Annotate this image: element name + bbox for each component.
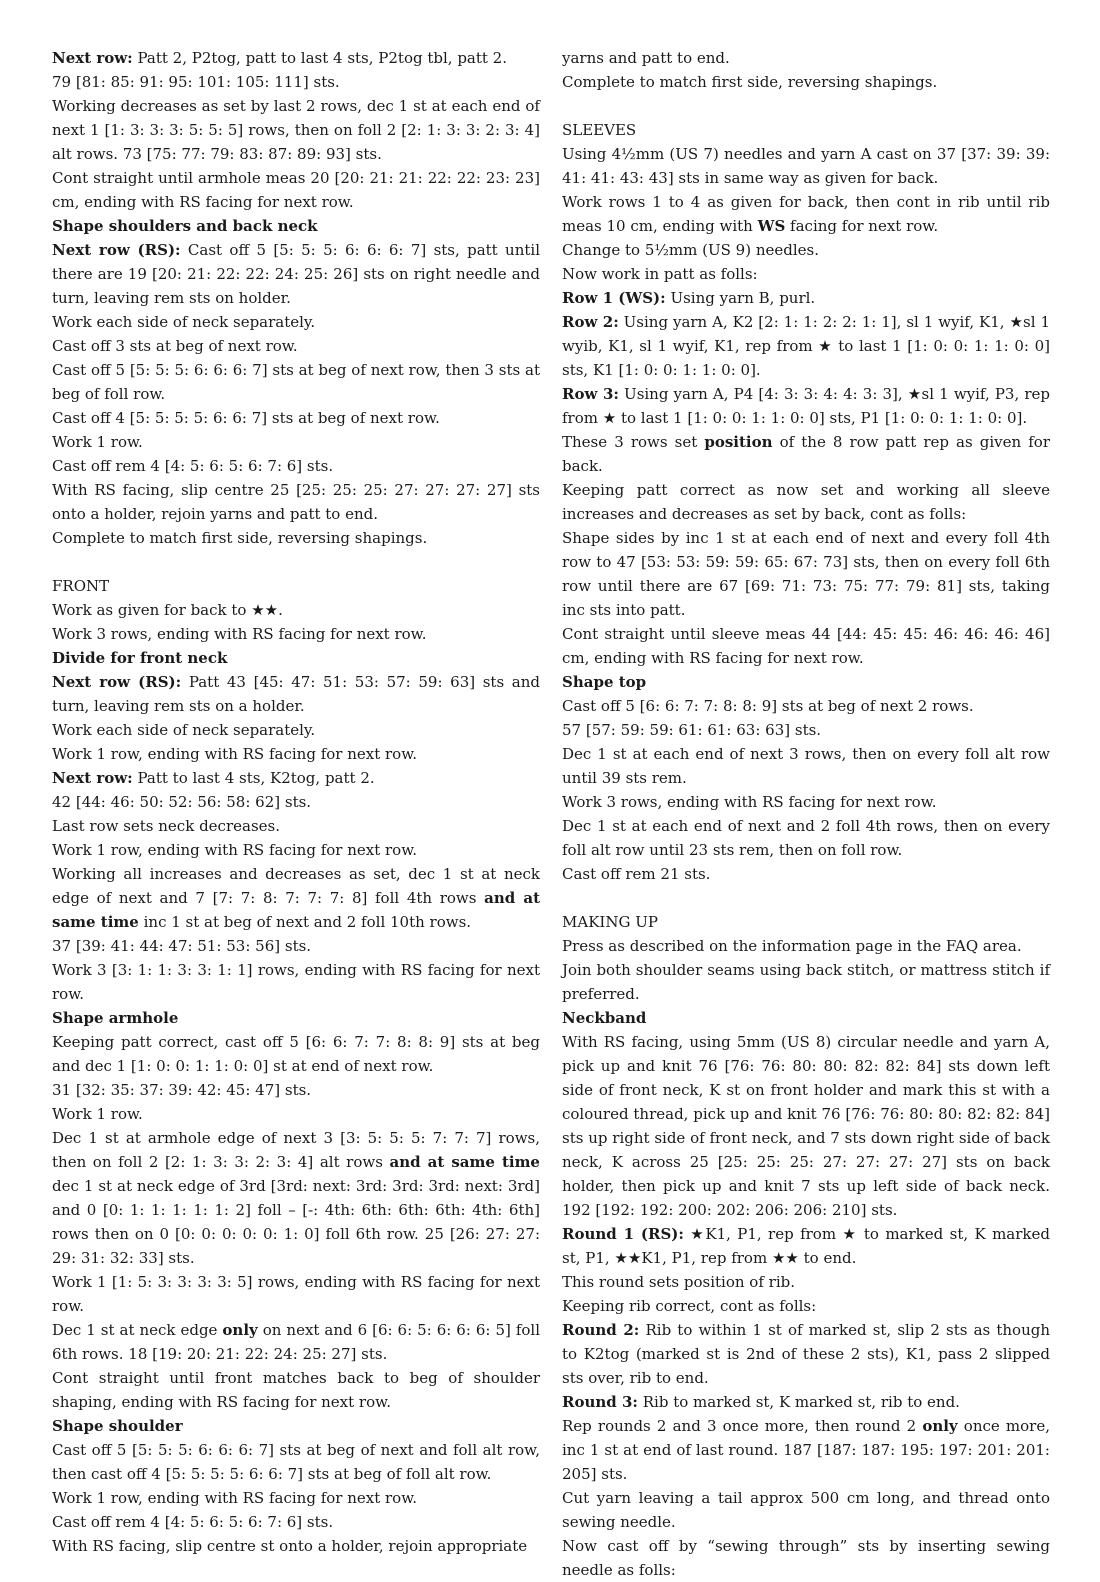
instruction-text: 57 [57: 59: 59: 61: 61: 63: 63] sts.	[562, 721, 822, 739]
instruction-text: 37 [39: 41: 44: 47: 51: 53: 56] sts.	[52, 937, 312, 955]
instruction-paragraph	[52, 334, 540, 358]
instruction-paragraph	[52, 454, 540, 478]
instruction-paragraph	[562, 1270, 1050, 1294]
instruction-text: Cast off 3 sts at beg of next row.	[52, 337, 298, 355]
instruction-paragraph	[52, 1438, 540, 1486]
instruction-paragraph	[52, 1078, 540, 1102]
section-heading: FRONT	[52, 577, 110, 595]
instruction-paragraph	[562, 70, 1050, 94]
instruction-paragraph	[562, 478, 1050, 526]
row-label: Round 1 (RS):	[562, 1225, 684, 1243]
emphasis-text: and at same time	[389, 1153, 540, 1171]
instruction-paragraph	[52, 718, 540, 742]
row-label: Row 2:	[562, 313, 619, 331]
pattern-page	[52, 46, 1051, 1579]
instruction-text: Work each side of neck separately.	[52, 721, 316, 739]
instruction-paragraph	[562, 1222, 1050, 1270]
instruction-paragraph	[562, 1318, 1050, 1390]
instruction-paragraph	[52, 598, 540, 622]
instruction-paragraph	[562, 934, 1050, 958]
instruction-text: Work 1 [1: 5: 3: 3: 3: 3: 5] rows, ending with RS facing for next row.	[52, 1273, 540, 1315]
instruction-text: ★K1, P1, rep from ★ to marked st, K marked st, P1, ★★K1, P1, rep from ★★ to end.	[562, 1225, 1050, 1267]
instruction-text: With RS facing, slip centre st onto a holder, rejoin appropriate	[52, 1537, 528, 1555]
row-label: Round 2:	[562, 1321, 640, 1339]
instruction-paragraph	[52, 742, 540, 766]
instruction-paragraph	[562, 1414, 1050, 1486]
instruction-text: yarns and patt to end.	[562, 49, 730, 67]
instruction-paragraph	[52, 1486, 540, 1510]
instruction-paragraph	[52, 406, 540, 430]
subsection-heading: Shape armhole	[52, 1009, 179, 1027]
instruction-text: Work rows 1 to 4 as given for back, then cont in rib until rib meas 10 cm, ending with	[562, 193, 1050, 235]
instruction-paragraph	[52, 1534, 540, 1558]
instruction-paragraph	[52, 358, 540, 406]
instruction-text: Work as given for back to ★★.	[52, 601, 283, 619]
instruction-text: Dec 1 st at each end of next 3 rows, then on every foll alt row until 39 sts rem.	[562, 745, 1050, 787]
instruction-paragraph	[562, 382, 1050, 430]
instruction-text: Cast off 5 [5: 5: 5: 6: 6: 6: 7] sts, patt until there are 19 [20: 21: 22: 22: 24: 25: 26] sts on right needle and turn, leaving rem sts on holder.	[52, 241, 540, 307]
row-label: Row 1 (WS):	[562, 289, 666, 307]
instruction-text: Cast off 5 [6: 6: 7: 7: 8: 8: 9] sts at beg of next 2 rows.	[562, 697, 974, 715]
instruction-text: Cont straight until sleeve meas 44 [44: 45: 45: 46: 46: 46: 46] cm, ending with RS facing for next row.	[562, 625, 1050, 667]
instruction-paragraph	[562, 1486, 1050, 1534]
row-label: Round 3:	[562, 1393, 638, 1411]
instruction-paragraph	[52, 766, 540, 790]
instruction-paragraph	[562, 742, 1050, 790]
instruction-text: Work 1 row.	[52, 1105, 143, 1123]
instruction-paragraph	[52, 70, 540, 94]
instruction-text: Work 3 rows, ending with RS facing for next row.	[52, 625, 427, 643]
instruction-paragraph	[562, 694, 1050, 718]
instruction-text: Work 1 row, ending with RS facing for next row.	[52, 841, 418, 859]
section-heading: SLEEVES	[562, 121, 637, 139]
instruction-text: Cast off 5 [5: 5: 5: 6: 6: 6: 7] sts at beg of next and foll alt row, then cast off 4 [5: 5: 5: 5: 6: 6: 7] sts at beg of foll alt row.	[52, 1441, 540, 1483]
instruction-paragraph	[52, 1366, 540, 1414]
instruction-text: Cut yarn leaving a tail approx 500 cm long, and thread onto sewing needle.	[562, 1489, 1050, 1531]
emphasis-text: and at same time	[52, 889, 540, 931]
instruction-paragraph	[52, 526, 540, 550]
instruction-paragraph	[52, 958, 540, 1006]
right-column	[562, 46, 1051, 1579]
instruction-paragraph	[52, 934, 540, 958]
instruction-paragraph	[562, 526, 1050, 622]
emphasis-text: position	[704, 433, 773, 451]
emphasis-text: only	[222, 1321, 258, 1339]
instruction-text: Using yarn A, P4 [4: 3: 3: 4: 4: 3: 3], ★sl 1 wyif, P3, rep from ★ to last 1 [1: 0: 0: 1: 1: 0: 0] sts, P1 [1: 0: 0: 1: 1: 0: 0].	[562, 385, 1050, 427]
instruction-text: Cast off 5 [5: 5: 5: 6: 6: 6: 7] sts at beg of next row, then 3 sts at beg of foll row.	[52, 361, 540, 403]
instruction-text: Dec 1 st at armhole edge of next 3 [3: 5: 5: 5: 7: 7: 7] rows, then on foll 2 [2: 1: 3: 3: 2: 3: 4] alt rows	[52, 1129, 540, 1171]
instruction-text: Work 3 [3: 1: 1: 3: 3: 1: 1] rows, ending with RS facing for next row.	[52, 961, 540, 1003]
instruction-text: Cast off rem 4 [4: 5: 6: 5: 6: 7: 6] sts.	[52, 1513, 334, 1531]
instruction-text: inc 1 st at beg of next and 2 foll 10th rows.	[138, 913, 472, 931]
instruction-text: Cast off rem 4 [4: 5: 6: 5: 6: 7: 6] sts.	[52, 457, 334, 475]
emphasis-text: only	[922, 1417, 958, 1435]
instruction-paragraph	[52, 46, 540, 70]
instruction-text: 31 [32: 35: 37: 39: 42: 45: 47] sts.	[52, 1081, 312, 1099]
instruction-text: Work 1 row, ending with RS facing for next row.	[52, 745, 418, 763]
instruction-paragraph	[52, 1126, 540, 1270]
subsection-heading: Shape top	[562, 673, 647, 691]
instruction-paragraph	[52, 1102, 540, 1126]
instruction-paragraph	[52, 1030, 540, 1078]
instruction-paragraph	[562, 958, 1050, 1006]
instruction-paragraph	[562, 238, 1050, 262]
instruction-text: Change to 5½mm (US 9) needles.	[562, 241, 819, 259]
left-column	[52, 46, 541, 1555]
instruction-text: Press as described on the information page in the FAQ area.	[562, 937, 1022, 955]
instruction-paragraph	[562, 310, 1050, 382]
instruction-text: Now work in patt as folls:	[562, 265, 758, 283]
row-label: Next row:	[52, 769, 133, 787]
instruction-text: Keeping patt correct, cast off 5 [6: 6: 7: 7: 8: 8: 9] sts at beg and dec 1 [1: 0: 0: 1: 1: 0: 0] st at end of next row.	[52, 1033, 540, 1075]
instruction-paragraph	[52, 862, 540, 934]
instruction-text: Using yarn B, purl.	[665, 289, 816, 307]
instruction-text: This round sets position of rib.	[562, 1273, 795, 1291]
instruction-paragraph	[52, 670, 540, 718]
row-label: Next row (RS):	[52, 241, 181, 259]
instruction-text: Cast off 4 [5: 5: 5: 5: 6: 6: 7] sts at beg of next row.	[52, 409, 440, 427]
instruction-paragraph	[562, 286, 1050, 310]
instruction-paragraph	[562, 262, 1050, 286]
instruction-text: Cont straight until armhole meas 20 [20: 21: 21: 22: 22: 23: 23] cm, ending with RS facing for next row.	[52, 169, 540, 211]
instruction-paragraph	[562, 718, 1050, 742]
instruction-paragraph	[52, 310, 540, 334]
instruction-paragraph	[562, 790, 1050, 814]
instruction-text: on next and 6 [6: 6: 5: 6: 6: 6: 5] foll 6th rows. 18 [19: 20: 21: 22: 24: 25: 27] sts.	[52, 1321, 540, 1363]
instruction-paragraph	[52, 814, 540, 838]
instruction-paragraph	[52, 238, 540, 310]
instruction-text: Keeping patt correct as now set and working all sleeve increases and decreases as set by back, cont as folls:	[562, 481, 1050, 523]
instruction-text: Rep rounds 2 and 3 once more, then round 2	[562, 1417, 923, 1435]
instruction-paragraph	[52, 1318, 540, 1366]
instruction-text: Complete to match first side, reversing shapings.	[52, 529, 428, 547]
instruction-text: Patt 2, P2tog, patt to last 4 sts, P2tog tbl, patt 2.	[132, 49, 507, 67]
instruction-text: Cast off rem 21 sts.	[562, 865, 711, 883]
instruction-text: of the 8 row patt rep as given for back.	[562, 433, 1051, 475]
instruction-paragraph	[562, 1390, 1050, 1414]
instruction-text: Rib to within 1 st of marked st, slip 2 sts as though to K2tog (marked st is 2nd of these 2 sts), K1, pass 2 slipped sts over, rib to end.	[562, 1321, 1051, 1387]
instruction-paragraph	[52, 622, 540, 646]
row-label: Next row (RS):	[52, 673, 182, 691]
instruction-text: Patt to last 4 sts, K2tog, patt 2.	[132, 769, 375, 787]
instruction-paragraph	[52, 1510, 540, 1534]
instruction-paragraph	[562, 46, 1050, 70]
instruction-text: Work 3 rows, ending with RS facing for next row.	[562, 793, 937, 811]
instruction-text: Dec 1 st at neck edge	[52, 1321, 223, 1339]
section-heading: MAKING UP	[562, 913, 658, 931]
instruction-text: Work 1 row.	[52, 433, 143, 451]
instruction-text: Using yarn A, K2 [2: 1: 1: 2: 2: 1: 1], sl 1 wyif, K1, ★sl 1 wyib, K1, sl 1 wyif, K1, rep from ★ to last 1 [1: 0: 0: 1: 1: 0: 0] sts, K1 [1: 0: 0: 1: 1: 0: 0].	[562, 313, 1050, 379]
subsection-heading: Divide for front neck	[52, 649, 228, 667]
instruction-paragraph	[52, 430, 540, 454]
instruction-text: With RS facing, using 5mm (US 8) circular needle and yarn A, pick up and knit 76 [76: 76: 80: 80: 82: 82: 84] sts down left side of front neck, K st on front holder and mark this st with a coloured thread, pick up and knit 76 [76: 76: 80: 80: 82: 82: 84] sts up right side of front neck, and 7 sts down right side of back neck, K across 25 [25: 25: 25: 27: 27: 27: 27] sts on back holder, then pick up and knit 7 sts up left side of back neck. 192 [192: 192: 200: 202: 206: 206: 210] sts.	[562, 1033, 1050, 1219]
instruction-text: Using 4½mm (US 7) needles and yarn A cast on 37 [37: 39: 39: 41: 41: 43: 43] sts in same way as given for back.	[562, 145, 1050, 187]
row-label: Row 3:	[562, 385, 619, 403]
instruction-text: dec 1 st at neck edge of 3rd [3rd: next: 3rd: 3rd: 3rd: next: 3rd] and 0 [0: 1: 1: 1: 1: 1: 2] foll – [-: 4th: 6th: 6th: 6th: 4th: 6th] rows then on 0 [0: 0: 0: 0: 0: 1: 0] foll 6th row. 25 [26: 27: 27: 29: 31: 32: 33] sts.	[52, 1177, 540, 1267]
instruction-paragraph	[562, 1534, 1050, 1582]
instruction-paragraph	[562, 1294, 1050, 1318]
row-label: Next row:	[52, 49, 133, 67]
instruction-paragraph	[562, 1030, 1050, 1222]
instruction-text: Rib to marked st, K marked st, rib to end.	[637, 1393, 960, 1411]
instruction-text: Patt 43 [45: 47: 51: 53: 57: 59: 63] sts and turn, leaving rem sts on a holder.	[52, 673, 541, 715]
instruction-text: Work each side of neck separately.	[52, 313, 316, 331]
instruction-text: Working decreases as set by last 2 rows, dec 1 st at each end of next 1 [1: 3: 3: 3: 5: 5: 5] rows, then on foll 2 [2: 1: 3: 3: 2: 3: 4] alt rows. 73 [75: 77: 79: 83: 87: 89: 93] sts.	[52, 97, 540, 163]
emphasis-text: WS	[757, 217, 786, 235]
instruction-text: Work 1 row, ending with RS facing for next row.	[52, 1489, 418, 1507]
instruction-paragraph	[562, 622, 1050, 670]
instruction-paragraph	[52, 838, 540, 862]
instruction-paragraph	[562, 814, 1050, 862]
instruction-paragraph	[52, 166, 540, 214]
instruction-paragraph	[52, 94, 540, 166]
instruction-text: Keeping rib correct, cont as folls:	[562, 1297, 817, 1315]
instruction-text: These 3 rows set	[562, 433, 705, 451]
instruction-text: Dec 1 st at each end of next and 2 foll 4th rows, then on every foll alt row until 23 sts rem, then on foll row.	[562, 817, 1050, 859]
instruction-text: 42 [44: 46: 50: 52: 56: 58: 62] sts.	[52, 793, 312, 811]
instruction-text: once more, inc 1 st at end of last round. 187 [187: 187: 195: 197: 201: 201: 205] sts.	[562, 1417, 1050, 1483]
instruction-paragraph	[562, 862, 1050, 886]
instruction-paragraph	[562, 430, 1050, 478]
instruction-text: Working all increases and decreases as set, dec 1 st at neck edge of next and 7 [7: 7: 8: 7: 7: 7: 8] foll 4th rows	[52, 865, 540, 907]
instruction-paragraph	[562, 190, 1050, 238]
instruction-paragraph	[562, 142, 1050, 190]
subsection-heading: Shape shoulders and back neck	[52, 217, 318, 235]
instruction-text: Complete to match first side, reversing shapings.	[562, 73, 938, 91]
instruction-text: Last row sets neck decreases.	[52, 817, 280, 835]
instruction-text: Cont straight until front matches back to beg of shoulder shaping, ending with RS facing for next row.	[52, 1369, 540, 1411]
instruction-paragraph	[52, 790, 540, 814]
instruction-text: facing for next row.	[785, 217, 939, 235]
instruction-text: With RS facing, slip centre 25 [25: 25: 25: 27: 27: 27: 27] sts onto a holder, rejoin yarns and patt to end.	[52, 481, 540, 523]
instruction-text: 79 [81: 85: 91: 95: 101: 105: 111] sts.	[52, 73, 340, 91]
instruction-paragraph	[52, 478, 540, 526]
subsection-heading: Shape shoulder	[52, 1417, 183, 1435]
instruction-text: Now cast off by “sewing through” sts by inserting sewing needle as folls:	[562, 1537, 1050, 1579]
instruction-text: Join both shoulder seams using back stitch, or mattress stitch if preferred.	[562, 961, 1050, 1003]
subsection-heading: Neckband	[562, 1009, 647, 1027]
instruction-text: Shape sides by inc 1 st at each end of next and every foll 4th row to 47 [53: 53: 59: 59: 65: 67: 73] sts, then on every foll 6th row until there are 67 [69: 71: 73: 75: 77: 79: 81] sts, taking inc sts into patt.	[562, 529, 1050, 619]
instruction-paragraph	[52, 1270, 540, 1318]
